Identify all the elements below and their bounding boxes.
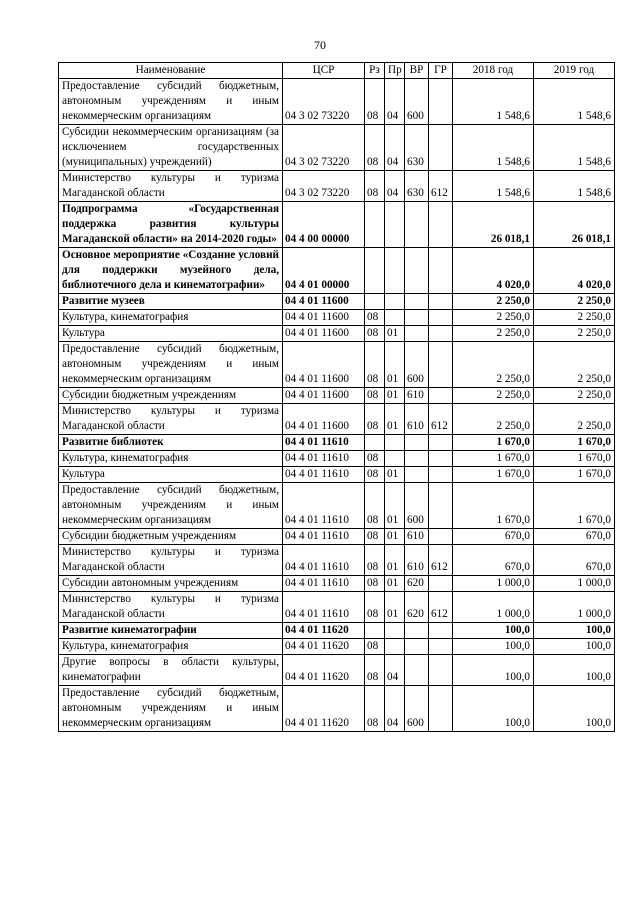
cell-pr: 01 [385,467,405,483]
cell-2019: 100,0 [534,639,615,655]
cell-2018: 26 018,1 [453,202,534,248]
cell-rz [365,202,385,248]
cell-gr [429,310,453,326]
cell-rz: 08 [365,545,385,576]
cell-csr: 04 4 01 11600 [283,326,365,342]
cell-2019: 1 670,0 [534,483,615,529]
cell-vr: 620 [405,576,429,592]
cell-2019: 2 250,0 [534,294,615,310]
cell-2019: 100,0 [534,623,615,639]
cell-gr [429,451,453,467]
table-row [59,388,615,404]
cell-2018: 1 670,0 [453,467,534,483]
cell-2019: 670,0 [534,529,615,545]
cell-csr: 04 4 01 11610 [283,545,365,576]
cell-2018: 1 670,0 [453,435,534,451]
cell-pr [385,639,405,655]
header-pr: Пр [385,63,405,79]
cell-pr: 01 [385,342,405,388]
cell-vr: 610 [405,529,429,545]
cell-rz: 08 [365,576,385,592]
table-row [59,655,615,686]
cell-gr [429,655,453,686]
cell-pr: 04 [385,171,405,202]
cell-vr [405,294,429,310]
header-vr: ВР [405,63,429,79]
cell-gr: 612 [429,545,453,576]
cell-rz [365,248,385,294]
cell-csr: 04 4 01 11610 [283,467,365,483]
header-gr: ГР [429,63,453,79]
cell-2018: 100,0 [453,639,534,655]
cell-name: Развитие музеев [59,294,283,310]
table-row [59,202,615,248]
cell-2019: 1 670,0 [534,451,615,467]
cell-2019: 100,0 [534,686,615,732]
cell-name: Подпрограмма «Государственная поддержка развития культуры Магаданской области» на 2014-2020 годы» [59,202,283,248]
cell-2018: 100,0 [453,623,534,639]
cell-vr: 620 [405,592,429,623]
cell-pr: 04 [385,686,405,732]
cell-2018: 2 250,0 [453,388,534,404]
cell-vr [405,655,429,686]
cell-vr: 600 [405,79,429,125]
cell-name: Культура [59,326,283,342]
cell-csr: 04 4 00 00000 [283,202,365,248]
header-name: Наименование [59,63,283,79]
cell-rz: 08 [365,171,385,202]
cell-pr: 04 [385,79,405,125]
cell-2019: 1 548,6 [534,79,615,125]
cell-2019: 1 670,0 [534,467,615,483]
cell-pr [385,435,405,451]
cell-gr [429,483,453,529]
table-row [59,79,615,125]
cell-2019: 2 250,0 [534,388,615,404]
cell-vr [405,639,429,655]
budget-table [58,62,615,732]
cell-name: Предоставление субсидий бюджетным, автономным учреждениям и иным некоммерческим организациям [59,483,283,529]
table-row [59,545,615,576]
cell-name: Субсидии автономным учреждениям [59,576,283,592]
cell-csr: 04 4 01 11610 [283,529,365,545]
cell-name: Предоставление субсидий бюджетным, автономным учреждениям и иным некоммерческим организациям [59,79,283,125]
cell-pr [385,202,405,248]
header-csr: ЦСР [283,63,365,79]
cell-name: Основное мероприятие «Создание условий для поддержки музейного дела, библиотечного дела и кинематографии» [59,248,283,294]
cell-2019: 1 548,6 [534,171,615,202]
cell-2019: 2 250,0 [534,326,615,342]
cell-name: Субсидии бюджетным учреждениям [59,388,283,404]
cell-name: Предоставление субсидий бюджетным, автономным учреждениям и иным некоммерческим организациям [59,342,283,388]
cell-vr: 630 [405,125,429,171]
cell-vr: 600 [405,686,429,732]
cell-vr: 610 [405,545,429,576]
cell-pr: 01 [385,404,405,435]
cell-gr [429,576,453,592]
cell-csr: 04 3 02 73220 [283,79,365,125]
table-row [59,171,615,202]
cell-2019: 670,0 [534,545,615,576]
table-row [59,467,615,483]
cell-name: Предоставление субсидий бюджетным, автономным учреждениям и иным некоммерческим организациям [59,686,283,732]
cell-rz: 08 [365,310,385,326]
cell-name: Развитие библиотек [59,435,283,451]
cell-2018: 2 250,0 [453,404,534,435]
table-row [59,592,615,623]
cell-rz: 08 [365,79,385,125]
cell-rz: 08 [365,686,385,732]
cell-name: Культура, кинематография [59,451,283,467]
cell-vr [405,451,429,467]
cell-pr [385,294,405,310]
cell-name: Другие вопросы в области культуры, кинематографии [59,655,283,686]
cell-vr [405,202,429,248]
cell-2019: 1 000,0 [534,576,615,592]
cell-2018: 670,0 [453,545,534,576]
cell-gr [429,326,453,342]
cell-name: Министерство культуры и туризма Магаданской области [59,592,283,623]
cell-vr: 610 [405,404,429,435]
cell-csr: 04 4 01 11600 [283,342,365,388]
cell-name: Субсидии некоммерческим организациям (за исключением государственных (муниципальных) учреждений) [59,125,283,171]
cell-2018: 4 020,0 [453,248,534,294]
cell-rz: 08 [365,326,385,342]
cell-rz: 08 [365,451,385,467]
cell-pr: 01 [385,529,405,545]
header-rz: Рз [365,63,385,79]
cell-name: Культура, кинематография [59,639,283,655]
cell-vr [405,623,429,639]
cell-csr: 04 4 01 00000 [283,248,365,294]
cell-vr [405,310,429,326]
table-row [59,435,615,451]
cell-pr: 01 [385,576,405,592]
cell-rz: 08 [365,655,385,686]
cell-pr: 01 [385,592,405,623]
table-row [59,686,615,732]
cell-rz: 08 [365,388,385,404]
cell-rz: 08 [365,592,385,623]
cell-2019: 2 250,0 [534,404,615,435]
cell-2018: 2 250,0 [453,294,534,310]
cell-gr [429,529,453,545]
cell-gr [429,79,453,125]
cell-rz: 08 [365,125,385,171]
cell-rz [365,294,385,310]
table-row [59,125,615,171]
cell-2018: 1 548,6 [453,125,534,171]
cell-pr: 01 [385,483,405,529]
cell-pr: 04 [385,655,405,686]
header-2018: 2018 год [453,63,534,79]
cell-rz: 08 [365,404,385,435]
cell-pr: 04 [385,125,405,171]
cell-name: Культура [59,467,283,483]
cell-gr [429,639,453,655]
table-row [59,639,615,655]
cell-csr: 04 4 01 11610 [283,435,365,451]
cell-2019: 1 548,6 [534,125,615,171]
cell-pr: 01 [385,326,405,342]
cell-name: Культура, кинематография [59,310,283,326]
table-row [59,342,615,388]
page-number: 70 [314,38,326,52]
cell-csr: 04 4 01 11620 [283,655,365,686]
cell-rz: 08 [365,483,385,529]
cell-rz: 08 [365,529,385,545]
cell-name: Развитие кинематографии [59,623,283,639]
table-row [59,483,615,529]
cell-csr: 04 4 01 11600 [283,388,365,404]
table-row [59,326,615,342]
cell-csr: 04 4 01 11610 [283,451,365,467]
cell-gr: 612 [429,171,453,202]
cell-vr: 600 [405,342,429,388]
cell-2018: 2 250,0 [453,342,534,388]
cell-rz: 08 [365,639,385,655]
cell-csr: 04 4 01 11600 [283,310,365,326]
cell-2019: 1 000,0 [534,592,615,623]
cell-csr: 04 3 02 73220 [283,125,365,171]
cell-2018: 670,0 [453,529,534,545]
cell-gr [429,202,453,248]
cell-gr: 612 [429,404,453,435]
cell-name: Министерство культуры и туризма Магаданской области [59,404,283,435]
cell-rz: 08 [365,467,385,483]
cell-vr [405,435,429,451]
cell-gr [429,388,453,404]
cell-2018: 100,0 [453,686,534,732]
table-row [59,294,615,310]
cell-csr: 04 4 01 11620 [283,639,365,655]
cell-rz [365,435,385,451]
cell-gr: 612 [429,592,453,623]
table-header-row [59,63,615,79]
cell-csr: 04 4 01 11620 [283,623,365,639]
cell-2019: 2 250,0 [534,310,615,326]
cell-rz [365,623,385,639]
cell-pr [385,451,405,467]
cell-vr [405,467,429,483]
table-row [59,576,615,592]
cell-2018: 2 250,0 [453,310,534,326]
cell-gr [429,294,453,310]
table-row [59,248,615,294]
table-row [59,623,615,639]
table-row [59,529,615,545]
cell-csr: 04 4 01 11600 [283,404,365,435]
cell-2019: 2 250,0 [534,342,615,388]
cell-vr: 610 [405,388,429,404]
cell-2018: 1 670,0 [453,451,534,467]
cell-vr: 630 [405,171,429,202]
cell-pr [385,623,405,639]
cell-vr [405,326,429,342]
cell-csr: 04 4 01 11610 [283,576,365,592]
cell-gr [429,248,453,294]
cell-pr [385,310,405,326]
cell-csr: 04 4 01 11610 [283,483,365,529]
cell-2018: 1 548,6 [453,79,534,125]
cell-2018: 1 000,0 [453,576,534,592]
cell-gr [429,342,453,388]
cell-gr [429,467,453,483]
cell-name: Министерство культуры и туризма Магаданской области [59,171,283,202]
cell-gr [429,623,453,639]
table-row [59,310,615,326]
cell-2019: 26 018,1 [534,202,615,248]
cell-2018: 2 250,0 [453,326,534,342]
table-body [59,79,615,732]
cell-vr: 600 [405,483,429,529]
cell-csr: 04 4 01 11610 [283,592,365,623]
cell-2018: 1 548,6 [453,171,534,202]
cell-pr: 01 [385,388,405,404]
cell-csr: 04 4 01 11620 [283,686,365,732]
cell-rz: 08 [365,342,385,388]
cell-pr [385,248,405,294]
cell-csr: 04 3 02 73220 [283,171,365,202]
cell-gr [429,125,453,171]
cell-2018: 1 000,0 [453,592,534,623]
cell-2018: 100,0 [453,655,534,686]
cell-gr [429,686,453,732]
cell-2019: 4 020,0 [534,248,615,294]
cell-name: Министерство культуры и туризма Магаданской области [59,545,283,576]
table-row [59,404,615,435]
cell-2019: 100,0 [534,655,615,686]
cell-2018: 1 670,0 [453,483,534,529]
cell-name: Субсидии бюджетным учреждениям [59,529,283,545]
cell-2019: 1 670,0 [534,435,615,451]
header-2019: 2019 год [534,63,615,79]
cell-csr: 04 4 01 11600 [283,294,365,310]
cell-pr: 01 [385,545,405,576]
cell-vr [405,248,429,294]
cell-gr [429,435,453,451]
table-row [59,451,615,467]
